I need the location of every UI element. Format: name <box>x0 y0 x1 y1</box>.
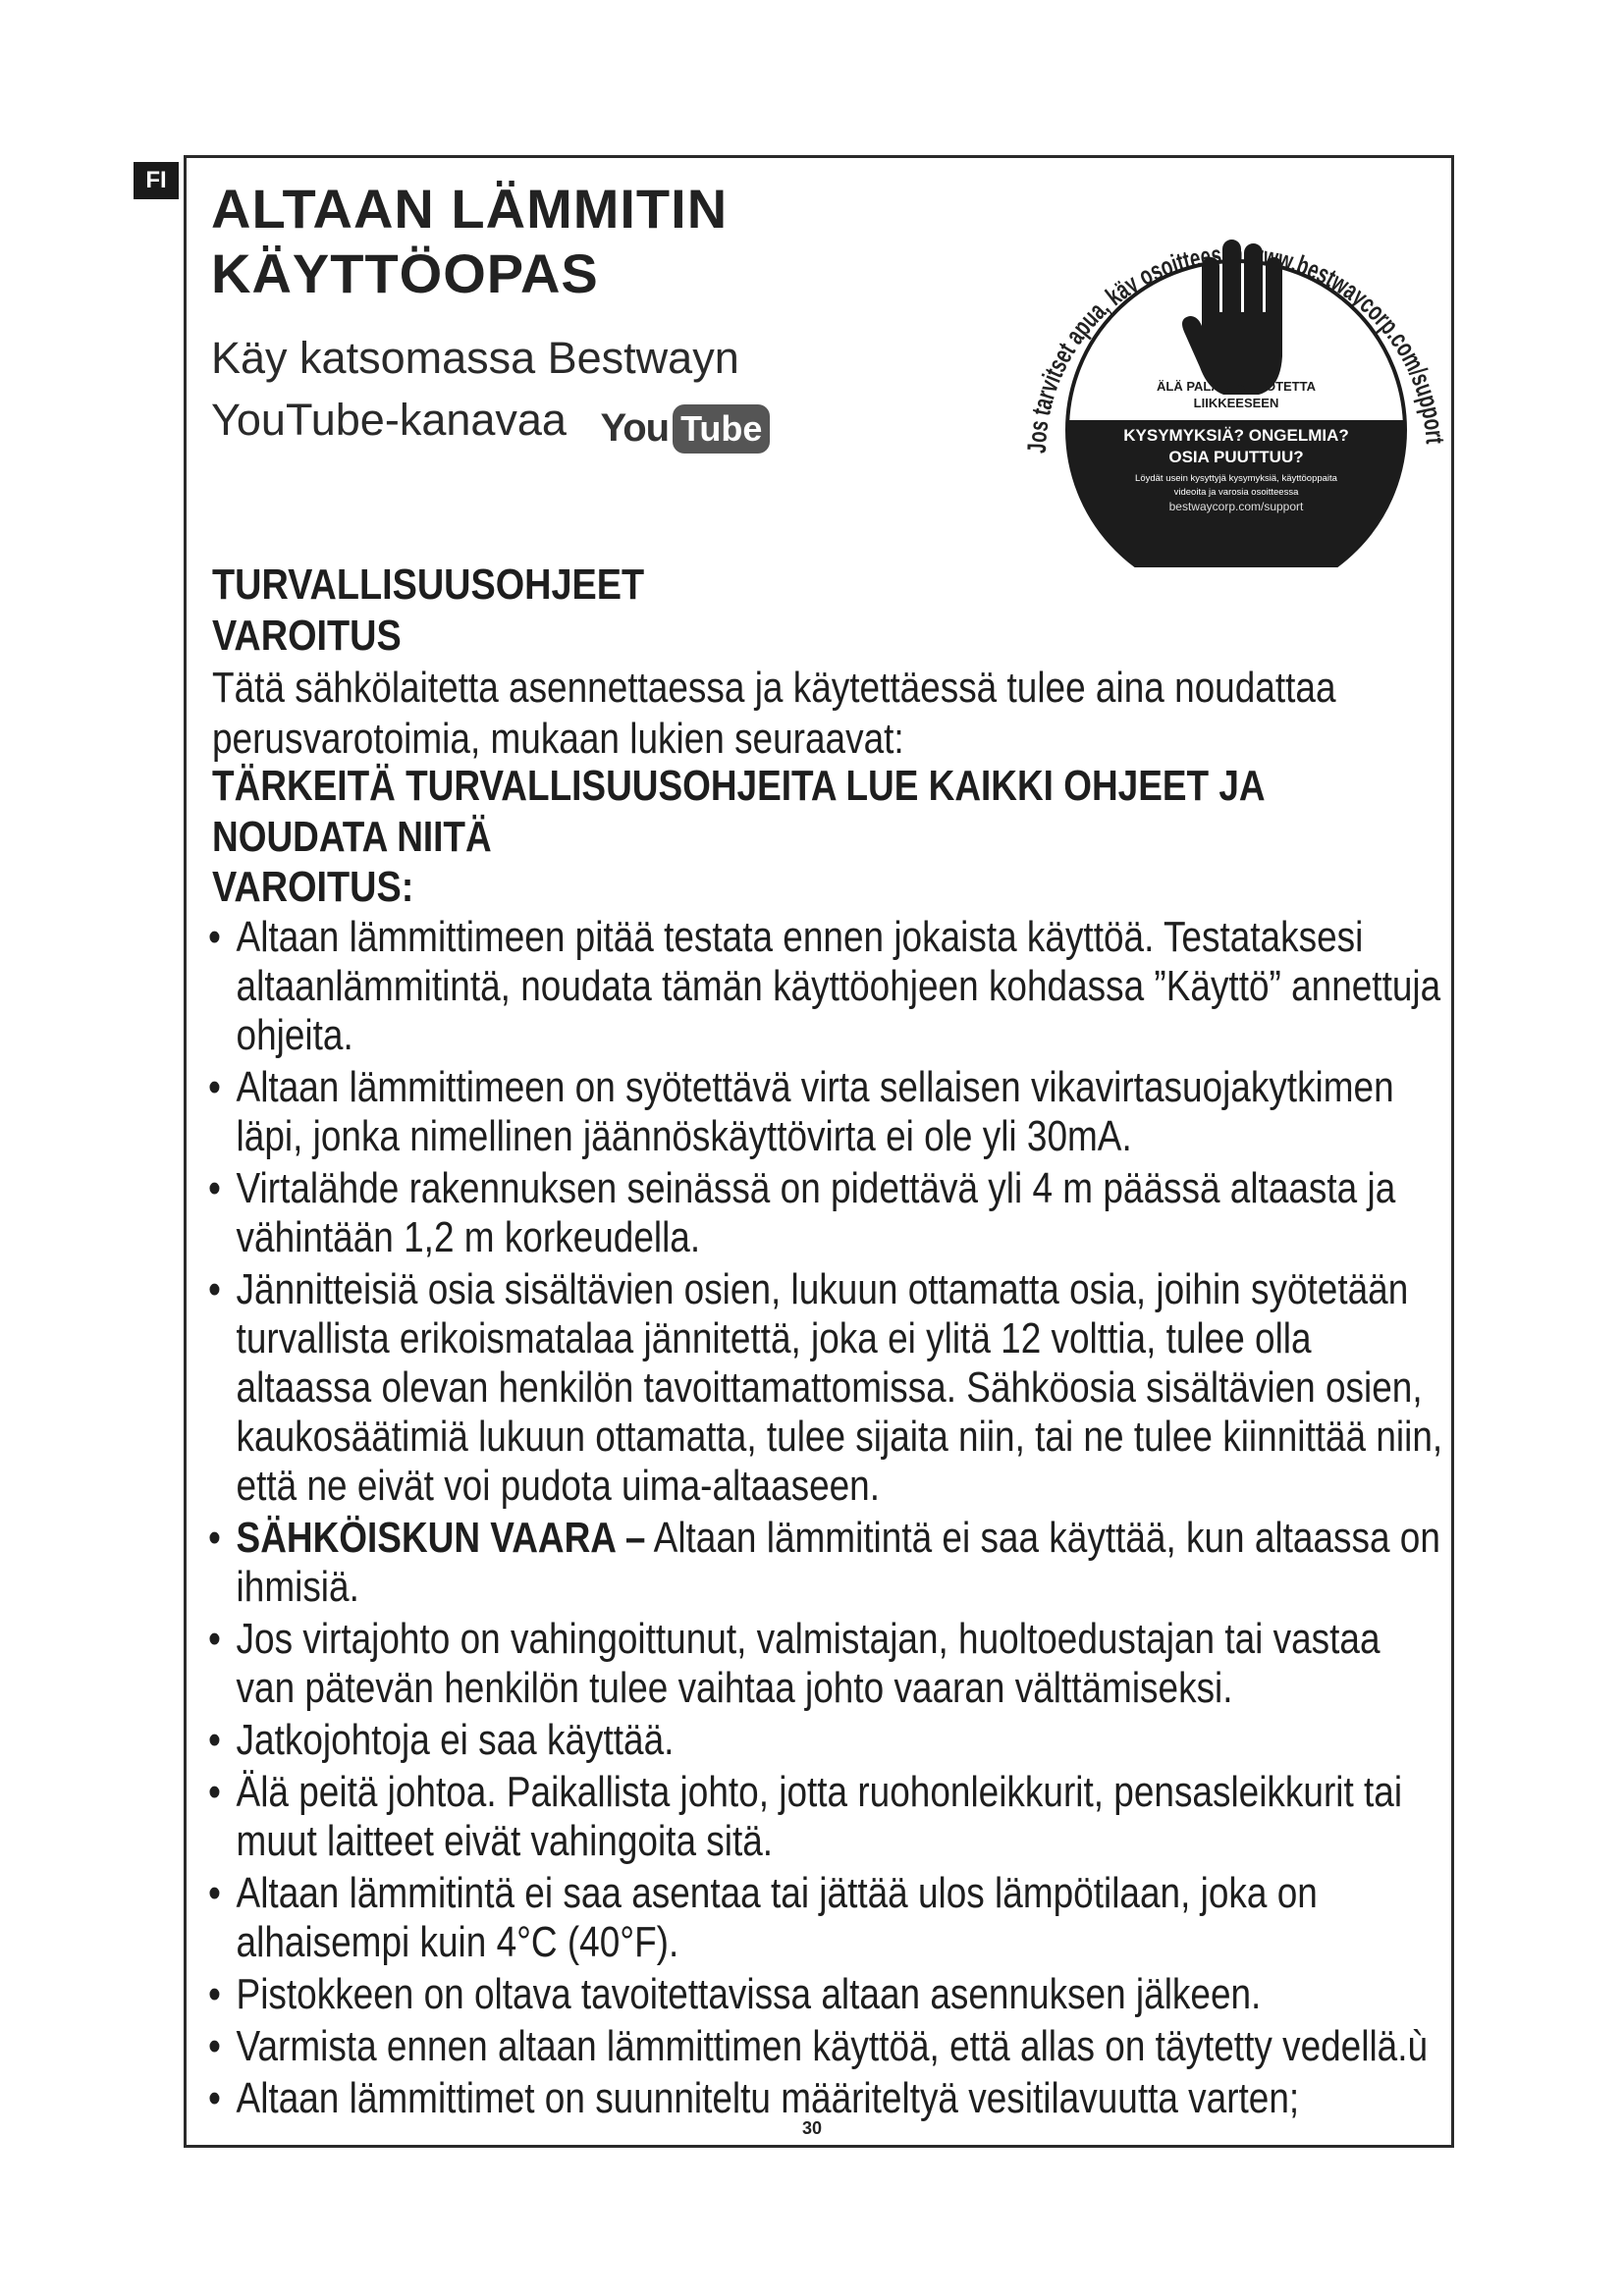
page-title <box>211 177 728 306</box>
safety-item: • Altaan lämmitintä ei saa asentaa tai jättää ulos lämpötilaan, joka on alhaisempi kuin 4°C (40°F). <box>208 1869 1445 1967</box>
youtube-logo-you: You <box>600 406 670 450</box>
warning-label: VAROITUS <box>212 612 402 660</box>
youtube-text-line-2 <box>211 393 770 455</box>
safety-list <box>208 913 1445 2126</box>
safety-item: • Jatkojohtoja ei saa käyttää. <box>208 1716 1445 1765</box>
safety-item: • Älä peitä johtoa. Paikallista johto, jotta ruohonleikkurit, pensasleikkurit tai muut laitteet eivät vahingoita sitä. <box>208 1768 1445 1866</box>
badge-fine-print-line-2: videoita ja varosia osoitteessa <box>1173 487 1299 498</box>
safety-item: • Varmista ennen altaan lämmittimen käyttöä, että allas on täytetty vedellä.ù <box>208 2022 1445 2071</box>
safety-item: • Virtalähde rakennuksen seinässä on pidettävä yli 4 m päässä altaasta ja vähintään 1,2 m korkeudella. <box>208 1164 1445 1262</box>
safety-item: • Jos virtajohto on vahingoittunut, valmistajan, huoltoedustajan tai vastaa van pätevän henkilön tulee vaihtaa johto vaaran välttämiseksi. <box>208 1615 1445 1713</box>
important-notice: TÄRKEITÄ TURVALLISUUSOHJEITA LUE KAIKKI OHJEET JA NOUDATA NIITÄ <box>212 762 1265 861</box>
youtube-text-line-1: Käy katsomassa Bestwayn <box>211 333 739 383</box>
badge-arc-text: Jos tarvitset apua, käy osoittees w.bestwaycorp.com/support <box>1021 240 1450 454</box>
badge-fine-print-line-1: Löydät usein kysyttyjä kysymyksiä, käyttöoppaita <box>1135 473 1337 484</box>
page-number: 30 <box>801 2118 823 2138</box>
intro-paragraph: Tätä sähkölaitetta asennettaessa ja käytettäessä tulee aina noudattaa perusvarotoimia, mukaan lukien seuraavat: <box>212 664 1336 763</box>
title-line-1: ALTAAN LÄMMITIN <box>211 178 729 240</box>
badge-dont-return-line-1: ÄLÄ PALAUTA TUOTETTA <box>1157 379 1316 394</box>
youtube-logo <box>600 401 770 455</box>
support-badge <box>1011 155 1463 567</box>
safety-item: • Altaan lämmittimeen on syötettävä virta sellaisen vikavirtasuojakytkimen läpi, jonka nimellinen jäännöskäyttövirta ei ole yli 30mA. <box>208 1063 1445 1161</box>
safety-heading: TURVALLISUUSOHJEET <box>212 561 645 609</box>
safety-item: • Pistokkeen on oltava tavoitettavissa altaan asennuksen jälkeen. <box>208 1970 1445 2019</box>
safety-item-shock-hazard <box>208 1514 1445 1612</box>
youtube-channel-text: YouTube-kanavaa <box>211 395 567 445</box>
badge-url: bestwaycorp.com/support <box>1168 500 1304 513</box>
shock-hazard-label: SÄHKÖISKUN VAARA – <box>236 1514 646 1562</box>
safety-item: • Jännitteisiä osia sisältävien osien, lukuun ottamatta osia, joihin syötetään turvallista erikoismatalaa jännitettä, joka ei ylitä 12 volttia, tulee olla altaassa olevan henkilön tavoittamattomissa. Sähköosia sisältävien osien, kaukosäätimiä lukuun ottamatta, tulee sijaita niin, tai ne tulee kiinnittää niin, että ne eivät voi pudota uima-altaaseen. <box>208 1265 1445 1511</box>
title-line-2: KÄYTTÖOPAS <box>211 242 599 304</box>
youtube-logo-tube: Tube <box>673 404 770 454</box>
badge-questions-line-1: KYSYMYKSIÄ? ONGELMIA? <box>1123 426 1349 445</box>
badge-questions-line-2: OSIA PUUTTUU? <box>1168 448 1304 466</box>
safety-item: • Altaan lämmittimeen pitää testata ennen jokaista käyttöä. Testataksesi altaanlämmitintä, noudata tämän käyttöohjeen kohdassa ”Käyttö” annettuja ohjeita. <box>208 913 1445 1060</box>
language-tag: FI <box>134 162 179 199</box>
badge-dont-return-line-2: LIIKKEESEEN <box>1193 396 1279 410</box>
warning-label-2: VAROITUS: <box>212 863 414 911</box>
safety-item: • Altaan lämmittimet on suunniteltu määriteltyä vesitilavuutta varten; <box>208 2074 1445 2123</box>
shock-hazard-text: Altaan lämmitintä ei saa käyttää, kun altaassa on ihmisiä. <box>236 1514 1440 1611</box>
